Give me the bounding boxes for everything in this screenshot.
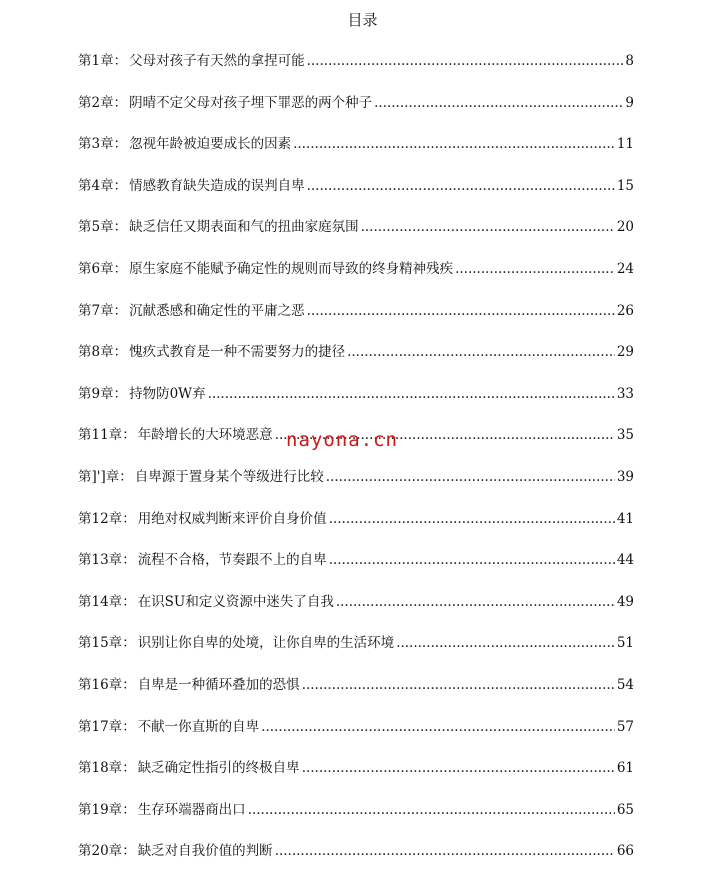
dot-leader [275, 838, 615, 865]
chapter-number: 第7章 [78, 302, 114, 319]
page-number: 66 [616, 843, 634, 860]
chapter-number: 第5章 [78, 219, 114, 236]
chapter-title: 不献一你直斯的自卑 [137, 718, 260, 735]
chapter-number: 第6章 [78, 260, 114, 277]
dot-leader [455, 256, 615, 283]
chapter-title: 年龄增长的大环境恶意 [137, 427, 273, 444]
chapter-number: 第9章 [78, 385, 114, 402]
chapter-separator: ： [113, 302, 128, 319]
chapter-separator: ： [122, 676, 136, 693]
chapter-title: 识别让你自卑的处境，让你自卑的生活环境 [137, 635, 395, 652]
chapter-number: 第4章 [78, 177, 114, 194]
page-number: 33 [616, 385, 634, 402]
page-number: 44 [616, 552, 634, 569]
toc-entry[interactable] [78, 214, 634, 256]
chapter-number: 第2章 [78, 94, 114, 111]
chapter-number: 第14章 [78, 593, 123, 610]
dot-leader [329, 506, 615, 533]
toc-entry[interactable] [78, 173, 634, 215]
chapter-title: 流程不合格，节奏跟不上的自卑 [137, 552, 327, 569]
chapter-number: 第15章 [78, 635, 123, 652]
toc-entry[interactable] [78, 630, 634, 672]
chapter-separator: ： [113, 136, 128, 153]
chapter-title: 生存环端器商出口 [137, 801, 246, 818]
dot-leader [326, 464, 615, 491]
dot-leader [307, 173, 615, 200]
chapter-separator: ： [122, 801, 136, 818]
toc-entry[interactable] [78, 547, 634, 589]
chapter-separator: ： [122, 760, 136, 777]
dot-leader [347, 339, 615, 366]
dot-leader [374, 90, 623, 117]
chapter-number: 第1章 [78, 53, 114, 69]
chapter-separator: ： [113, 260, 128, 277]
watermark: nayona.cn [286, 429, 398, 451]
toc-entry[interactable] [78, 797, 634, 839]
chapter-separator: ： [113, 177, 128, 194]
page-number: 35 [616, 427, 634, 444]
page-number: 20 [616, 219, 634, 236]
toc-entry[interactable] [78, 256, 634, 298]
chapter-separator: ： [122, 593, 136, 610]
chapter-title: 缺乏确定性指引的终极自卑 [137, 760, 300, 777]
chapter-title: 情感教育缺失造成的误判自卑 [129, 177, 305, 194]
chapter-title: 自卑源于置身某个等级进行比较 [134, 468, 324, 485]
page-number: 29 [616, 344, 634, 361]
chapter-separator: ： [113, 385, 128, 402]
toc-entry[interactable] [78, 422, 634, 464]
page-number: 11 [616, 136, 634, 153]
page-number: 9 [625, 94, 634, 111]
page-number: 15 [616, 177, 634, 194]
page-number: 41 [616, 510, 634, 527]
chapter-separator: ： [119, 468, 133, 485]
chapter-number: 第]']章 [78, 468, 120, 485]
chapter-title: 缺乏信任又期表面和气的扭曲家庭氛围 [129, 219, 359, 236]
toc-entry[interactable] [78, 48, 634, 90]
chapter-number: 第12章 [78, 510, 123, 527]
chapter-number: 第13章 [78, 552, 123, 569]
chapter-number: 第3章 [78, 136, 114, 153]
toc-entry[interactable] [78, 838, 634, 880]
chapter-title: 愧疚式教育是一种不需要努力的捷径 [129, 344, 346, 361]
chapter-number: 第19章 [78, 801, 123, 818]
dot-leader [396, 630, 615, 657]
chapter-separator: ： [122, 427, 136, 444]
toc-entry[interactable] [78, 339, 634, 381]
chapter-title: 忽视年龄被迫要成长的因素 [129, 136, 292, 153]
page-number: 65 [616, 801, 634, 818]
toc-entry[interactable] [78, 506, 634, 548]
chapter-number: 第20章 [78, 843, 123, 860]
chapter-number: 第8章 [78, 344, 114, 361]
page-number: 26 [616, 302, 634, 319]
toc-entry[interactable] [78, 672, 634, 714]
dot-leader [336, 589, 615, 616]
chapter-title: 父母对孩子有天然的拿捏可能 [129, 53, 305, 69]
chapter-separator: ： [113, 219, 128, 236]
chapter-separator: ： [113, 53, 128, 69]
page-number: 24 [616, 260, 634, 277]
toc-entry[interactable] [78, 589, 634, 631]
page-number: 8 [625, 53, 634, 69]
chapter-title: 缺乏对自我价值的判断 [137, 843, 273, 860]
page-number: 51 [616, 635, 634, 652]
chapter-separator: ： [122, 552, 136, 569]
chapter-number: 第18章 [78, 760, 123, 777]
page-number: 39 [616, 468, 634, 485]
chapter-title: 用绝对权威判断来评价自身价值 [137, 510, 327, 527]
chapter-title: 自卑是一种循环叠加的恐惧 [137, 676, 300, 693]
chapter-separator: ： [122, 635, 136, 652]
chapter-separator: ： [122, 510, 136, 527]
toc-entry[interactable] [78, 90, 634, 132]
toc-entry[interactable] [78, 755, 634, 797]
chapter-number: 第11章 [78, 427, 123, 444]
toc-entry[interactable] [78, 298, 634, 340]
chapter-title: 阴晴不定父母对孩子埋下罪恶的两个种子 [129, 94, 373, 111]
table-of-contents [78, 48, 634, 880]
chapter-number: 第16章 [78, 676, 123, 693]
chapter-separator: ： [113, 344, 128, 361]
chapter-title: 沉献悉感和确定性的平庸之恶 [129, 302, 305, 319]
chapter-title: 持物防0W弃 [129, 385, 206, 402]
toc-entry[interactable] [78, 464, 634, 506]
dot-leader [329, 547, 615, 574]
chapter-separator: ： [122, 718, 136, 735]
toc-entry[interactable] [78, 131, 634, 173]
page-number: 61 [616, 760, 634, 777]
dot-leader [302, 755, 615, 782]
toc-title: 目录 [347, 11, 378, 29]
dot-leader [261, 714, 615, 741]
dot-leader [302, 672, 615, 699]
page-number: 54 [616, 676, 634, 693]
dot-leader [248, 797, 615, 824]
dot-leader [293, 131, 615, 158]
chapter-number: 第17章 [78, 718, 123, 735]
dot-leader [208, 381, 615, 408]
dot-leader [307, 48, 624, 75]
chapter-separator: ： [122, 843, 136, 860]
toc-entry[interactable] [78, 714, 634, 756]
page-number: 57 [616, 718, 634, 735]
dot-leader [275, 422, 615, 449]
dot-leader [307, 298, 615, 325]
chapter-title: 在识SU和定义资源中迷失了自我 [137, 593, 334, 610]
toc-entry[interactable] [78, 381, 634, 423]
dot-leader [361, 214, 615, 241]
page-number: 49 [616, 593, 634, 610]
chapter-title: 原生家庭不能赋予确定性的规则而导致的终身精神残疾 [129, 260, 454, 277]
chapter-separator: ： [113, 94, 128, 111]
